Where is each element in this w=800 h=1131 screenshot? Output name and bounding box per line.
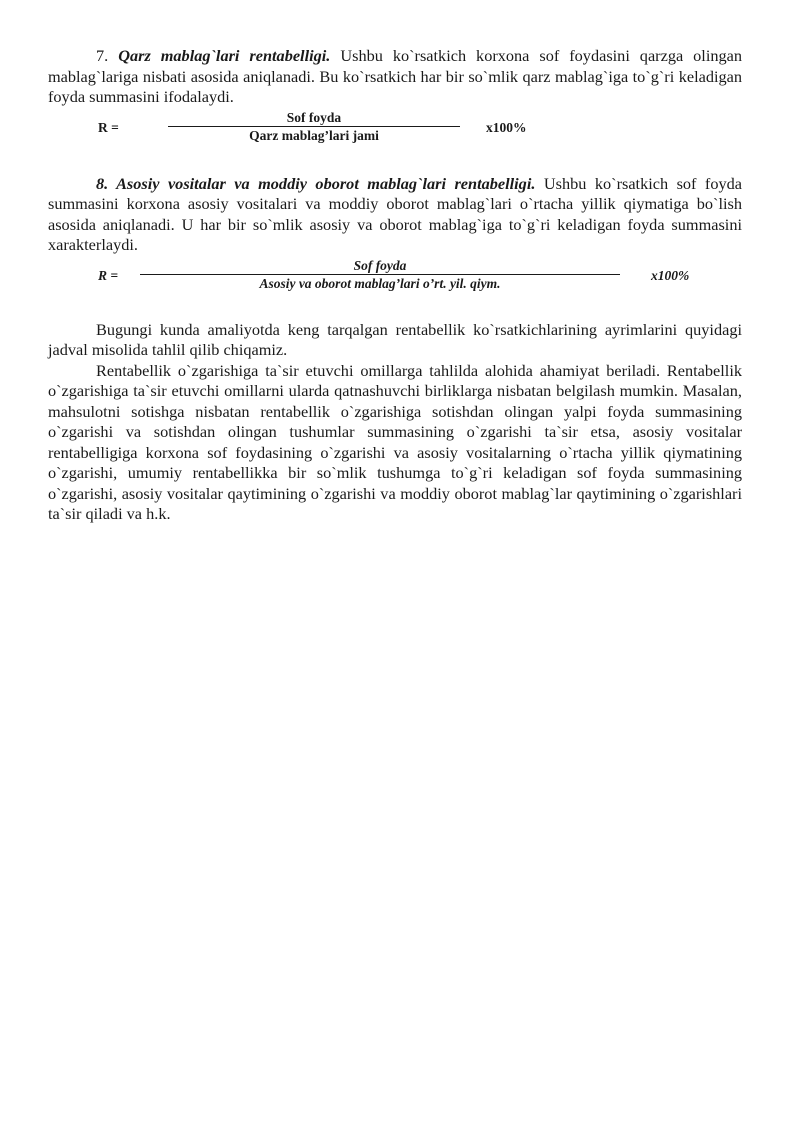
document-page <box>48 46 742 525</box>
formula-assets-profitability <box>48 258 742 298</box>
formula-1-lhs: R = <box>98 119 119 135</box>
section-7-paragraph <box>48 46 742 108</box>
formula-1-numerator: Sof foyda <box>286 109 342 125</box>
formula-2-lhs: R = <box>98 267 119 283</box>
formula-debt-profitability <box>48 110 742 150</box>
formula-1-multiplier: x100% <box>486 119 527 135</box>
section-7-text: Ushbu ko`rsatkich korxona sof foydasini qarzga olingan mablag`lariga nisbati asosida aniqlanadi. Bu ko`rsatkich har bir so`mlik qarz mablag`iga to`g`ri keladigan foyda summasini ifodalaydi. <box>48 46 743 106</box>
paragraph-table-intro: Bugungi kunda amaliyotda keng tarqalgan rentabellik ko`rsatkichlarining ayrimlarini quyidagi jadval misolida tahlil qilib chiqamiz. <box>48 319 742 359</box>
section-7-number: 7. <box>96 46 109 65</box>
formula-1-denominator: Qarz mablag’lari jami <box>249 127 379 143</box>
paragraph-factors: Rentabellik o`zgarishiga ta`sir etuvchi omillarga tahlilda alohida ahamiyat beriladi. Rentabellik o`zgarishiga ta`sir etuvchi omillarni ularda qatnashuvchi birliklarga nisbatan belgilash mumkin. Masalan, mahsulotni sotishga nisbatan rentabellik o`zgarishiga sotishdan olingan yalpi foyda summasining o`zgarishi va sotishdan olingan tushumlar summasining o`zgarishi ta`sir etsa, asosiy vositalar rentabelligiga korxona sof foydasining o`zgarishi va asosiy vositalarning o`rtacha yillik qiymatining o`zgarishi, umumiy rentabellikka bir so`mlik tushumga to`g`ri keladigan sof foyda summasining o`zgarishi, asosiy vositalar qaytimining o`zgarishi va moddiy oborot mablag`lar qaytimining o`zgarishlari ta`sir qiladi va h.k. <box>48 360 742 523</box>
formula-2-denominator: Asosiy va oborot mablag’lari o’rt. yil. qiym. <box>259 275 501 291</box>
formula-2-numerator: Sof foyda <box>353 257 407 273</box>
section-8-heading: 8. Asosiy vositalar va moddiy oborot mablag`lari rentabelligi. <box>96 173 536 193</box>
section-7-heading: Qarz mablag`lari rentabelligi. <box>118 46 331 65</box>
section-8-text: Ushbu ko`rsatkich sof foyda summasini korxona asosiy vositalari va moddiy oborot mablag`lari o`rtacha yillik qiymatiga bo`lish asosida aniqlanadi. U har bir so`mlik asosiy va oborot mablag`iga to`g`ri keladigan foyda summasini xarakterlaydi. <box>48 173 742 254</box>
formula-1-fraction <box>168 110 460 144</box>
section-8-paragraph <box>48 174 742 256</box>
formula-2-multiplier: x100% <box>651 267 690 283</box>
formula-2-fraction <box>140 258 620 292</box>
